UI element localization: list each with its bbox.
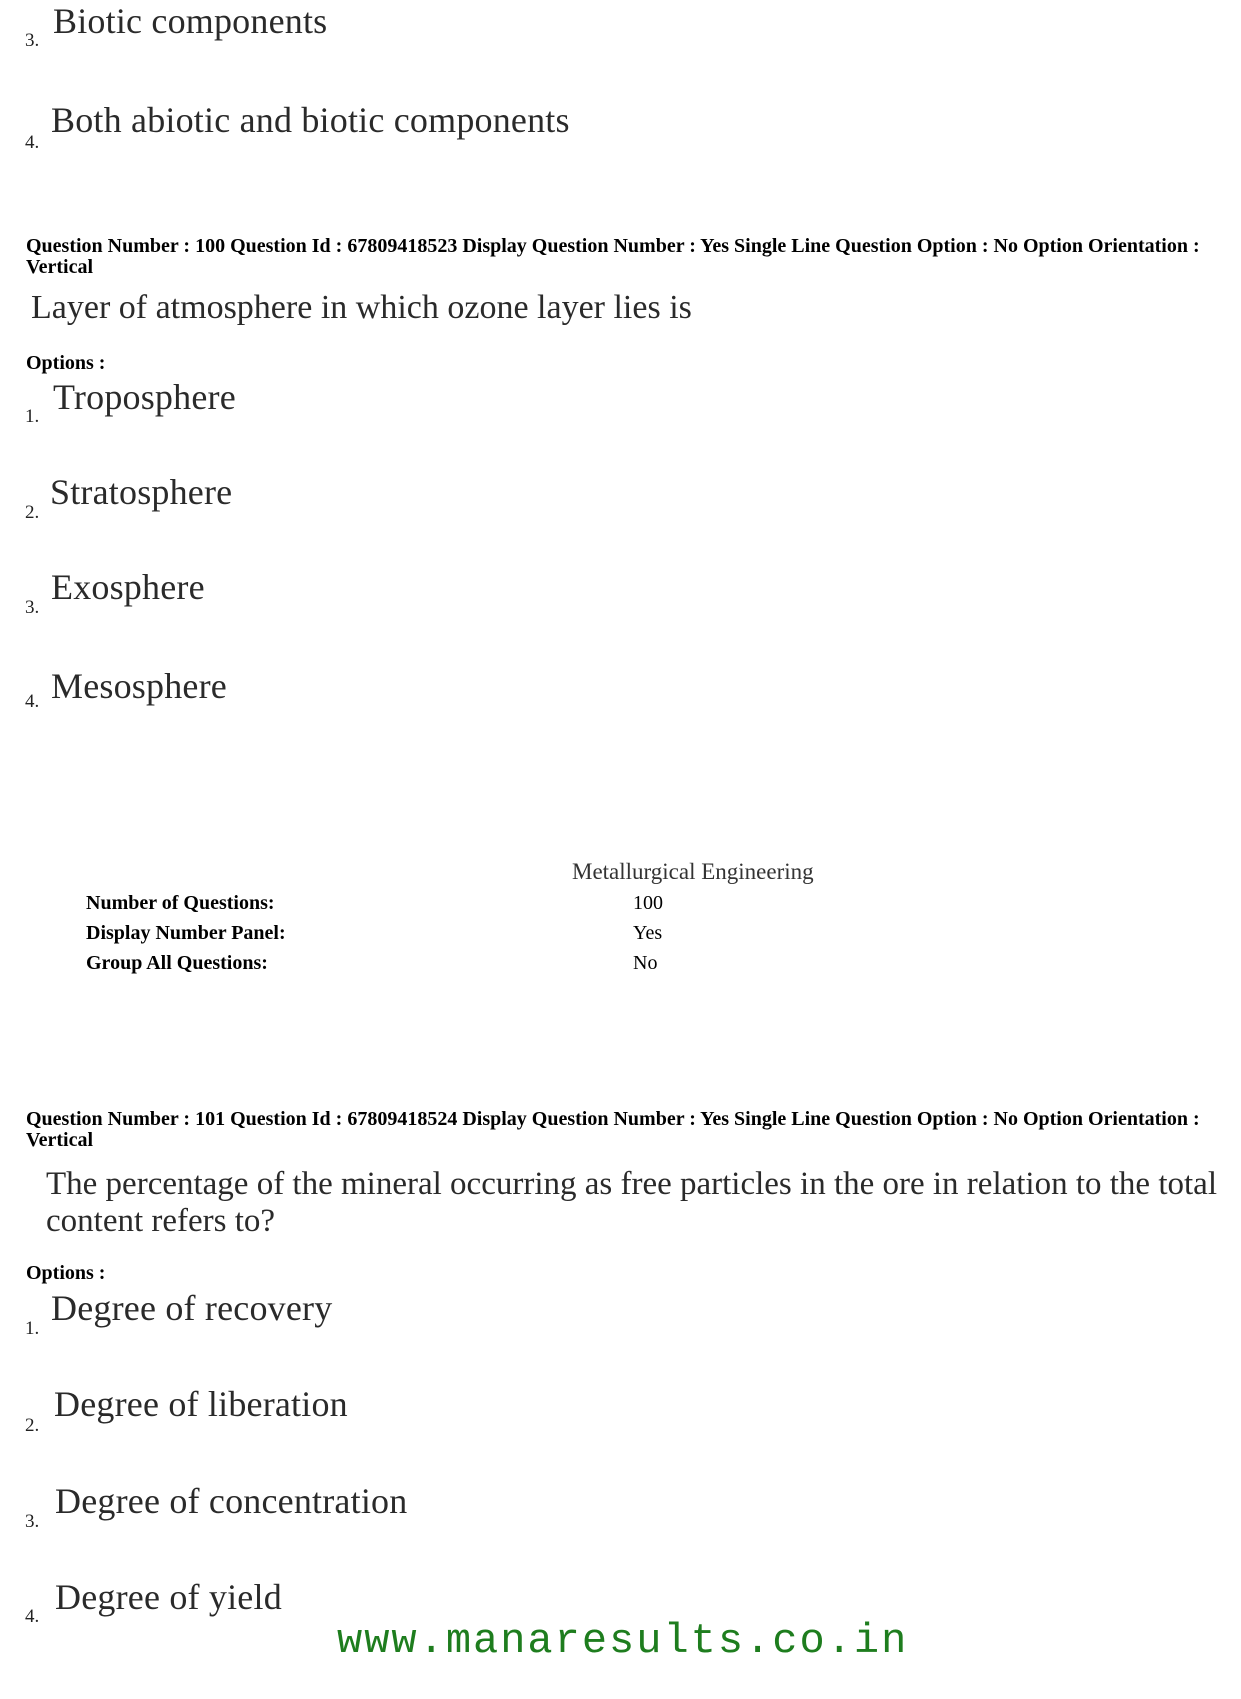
meta-value: Yes: [633, 922, 663, 944]
option-number: 3.: [25, 597, 40, 618]
meta-label: Group All Questions:: [86, 952, 268, 974]
meta-label: Display Number Panel:: [86, 922, 286, 944]
option-text: Both abiotic and biotic components: [51, 100, 570, 140]
option-number: 4.: [25, 1606, 40, 1627]
option-text: Exosphere: [51, 567, 205, 607]
option-text: Degree of yield: [55, 1577, 282, 1617]
option-text: Biotic components: [53, 1, 328, 41]
question-header: Question Number : 101 Question Id : 67809418524 Display Question Number : Yes Single Line Question Option : No Option Orientation : Vertical: [26, 1108, 1200, 1151]
meta-value: 100: [633, 892, 663, 914]
option-number: 1.: [25, 1318, 40, 1339]
option-number: 3.: [25, 30, 40, 51]
meta-label: Number of Questions:: [86, 892, 275, 914]
option-number: 4.: [25, 132, 40, 153]
options-label: Options :: [26, 1262, 106, 1284]
option-text: Degree of liberation: [54, 1384, 348, 1424]
question-header: Question Number : 100 Question Id : 67809418523 Display Question Number : Yes Single Line Question Option : No Option Orientation : Vertical: [26, 235, 1200, 278]
option-number: 2.: [25, 502, 40, 523]
question-text-line2: content refers to?: [46, 1203, 276, 1239]
option-number: 3.: [25, 1511, 40, 1532]
watermark-url: www.manaresults.co.in: [337, 1617, 909, 1665]
option-number: 2.: [25, 1415, 40, 1436]
option-text: Degree of recovery: [51, 1288, 333, 1328]
option-text: Stratosphere: [50, 472, 233, 512]
question-text: Layer of atmosphere in which ozone layer lies is: [31, 289, 692, 326]
option-text: Troposphere: [53, 377, 236, 417]
options-label: Options :: [26, 352, 106, 374]
option-text: Degree of concentration: [55, 1481, 408, 1521]
option-number: 1.: [25, 406, 40, 427]
option-number: 4.: [25, 691, 40, 712]
meta-value: No: [633, 952, 658, 974]
option-text: Mesosphere: [51, 666, 227, 706]
question-text-line1: The percentage of the mineral occurring as free particles in the ore in relation to the total: [46, 1166, 1217, 1202]
section-title: Metallurgical Engineering: [572, 859, 814, 884]
